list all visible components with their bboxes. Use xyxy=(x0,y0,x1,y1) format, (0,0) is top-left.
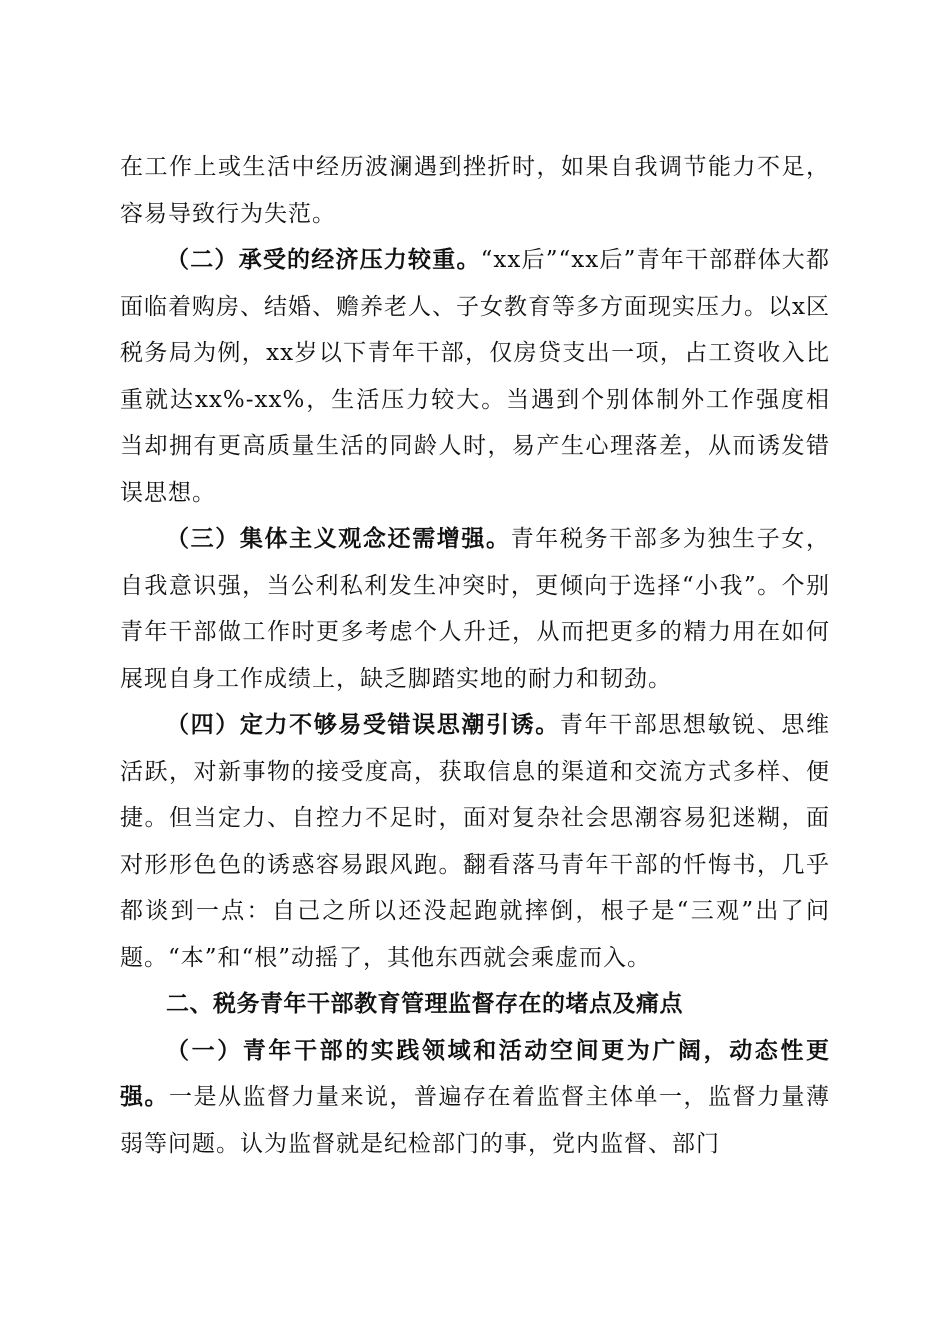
paragraph-text: “xx后”“xx后”青年干部群体大都面临着购房、结婚、赡养老人、子女教育等多方面现实压力。以x区税务局为例，xx岁以下青年干部，仅房贷支出一项，占工资收入比重就达xx%-xx%，生活压力较大。当遇到个别体制外工作强度相当却拥有更高质量生活的同龄人时，易产生心理落差，从而诱发错误思想。 xyxy=(120,247,830,506)
paragraph-lead: （三）集体主义观念还需增强。 xyxy=(166,526,511,552)
paragraph-text: 一是从监督力量来说，普遍存在着监督主体单一，监督力量薄弱等问题。认为监督就是纪检部门的事，党内监督、部门 xyxy=(120,1084,830,1157)
document-body xyxy=(120,144,830,1167)
paragraph-continuation xyxy=(120,144,830,237)
paragraph-lead: （四）定力不够易受错误思潮引诱。 xyxy=(166,712,560,738)
paragraph-lead: （二）承受的经济压力较重。 xyxy=(166,247,481,273)
section-heading: 二、税务青年干部教育管理监督存在的堵点及痛点 xyxy=(166,991,683,1017)
paragraph-text: 在工作上或生活中经历波澜遇到挫折时，如果自我调节能力不足，容易导致行为失范。 xyxy=(120,154,830,227)
paragraph-economic-pressure xyxy=(120,237,830,516)
paragraph-text: 青年干部思想敏锐、思维活跃，对新事物的接受度高，获取信息的渠道和交流方式多样、便捷。但当定力、自控力不足时，面对复杂社会思潮容易犯迷糊，面对形形色色的诱惑容易跟风跑。翻看落马青年干部的忏悔书，几乎都谈到一点：自己之所以还没起跑就摔倒，根子是“三观”出了问题。“本”和“根”动摇了，其他东西就会乘虚而入。 xyxy=(120,712,831,971)
paragraph-collectivism xyxy=(120,516,830,702)
paragraph-resolve xyxy=(120,702,830,981)
paragraph-lead: （一）青年干部的实践领域和活动空间更为广阔，动态性更强。 xyxy=(120,1037,830,1110)
paragraph-practice-field xyxy=(120,1028,830,1168)
paragraph-text: 青年税务干部多为独生子女，自我意识强，当公利私利发生冲突时，更倾向于选择“小我”。个别青年干部做工作时更多考虑个人升迁，从而把更多的精力用在如何展现自身工作成绩上，缺乏脚踏实地的耐力和韧劲。 xyxy=(120,526,831,692)
